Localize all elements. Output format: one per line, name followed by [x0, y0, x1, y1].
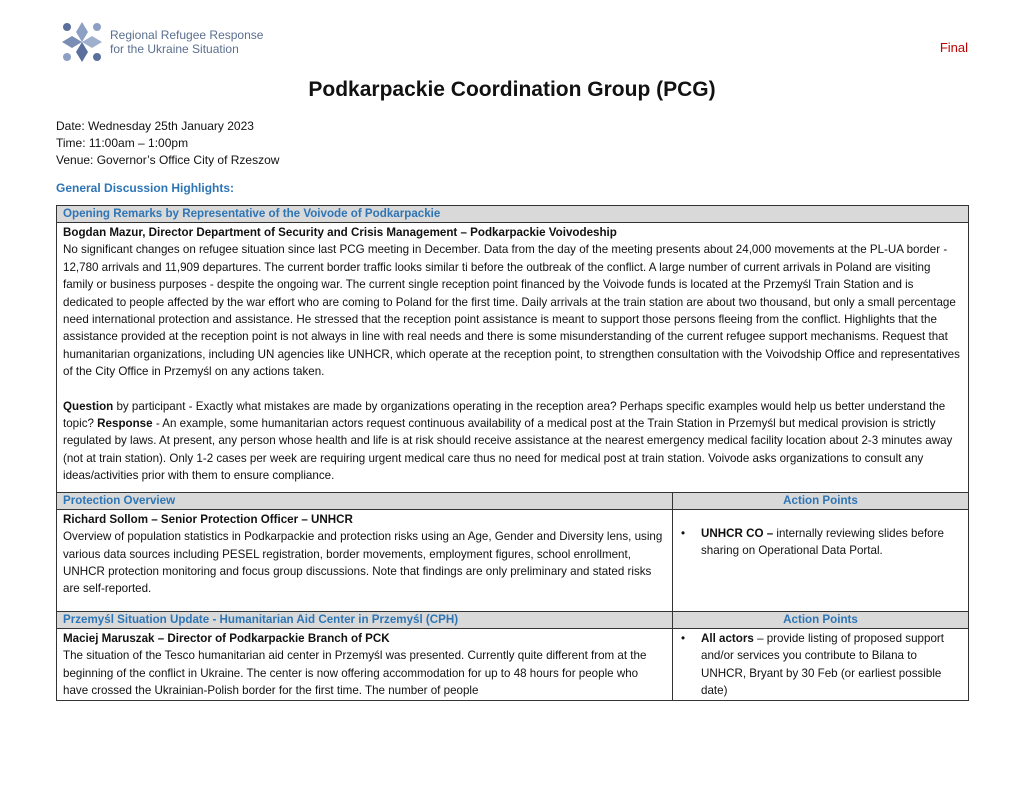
przemysl-action-cell [673, 628, 969, 701]
logo-line-1: Regional Refugee Response [110, 28, 264, 42]
question-label: Question [63, 399, 114, 413]
protection-action-list [679, 525, 962, 560]
meeting-date: Date: Wednesday 25th January 2023 [56, 119, 254, 133]
logo-line-2: for the Ukraine Situation [110, 42, 239, 56]
paragraph-gap [63, 381, 962, 398]
protection-heading-row [57, 492, 969, 509]
logo [58, 18, 318, 68]
przemysl-content [57, 628, 673, 701]
protection-content [57, 509, 673, 611]
discussion-table [56, 205, 969, 701]
protection-heading: Protection Overview [57, 492, 673, 509]
meeting-meta [56, 118, 279, 169]
przemysl-heading-row [57, 611, 969, 628]
opening-content-row [57, 223, 969, 493]
protection-body: Overview of population statistics in Podkarpackie and protection risks using an Age, Gender and Diversity lens, using various data sources including PESEL registration, border movements, employment figures, school enrollment, UNHCR protection monitoring and focus group discussions. Note that findings are only preliminary and stated risks are self-reported. [63, 530, 663, 596]
action-actor: All actors [701, 631, 754, 645]
przemysl-content-row [57, 628, 969, 701]
przemysl-action-list [679, 630, 962, 700]
protection-action-cell [673, 509, 969, 611]
highlights-heading: General Discussion Highlights: [56, 181, 235, 195]
action-actor: UNHCR CO – [701, 526, 774, 540]
response-text: - An example, some humanitarian actors request continuous availability of a medical post at the Train Station in Przemyśl but medical provision is strictly regulated by laws. At present, any person whose health and life is at risk should receive assistance at the nearest emergency medical facility location about 2-3 minutes away (not at train station). Only 1-2 cases per week are requiring urgent medical care thus no need for medical post at train station. Voivode asks organizations to consult any ideas/activities prior with them to ensure compliance. [63, 417, 953, 483]
opening-qa [63, 398, 962, 485]
przemysl-speaker: Maciej Maruszak – Director of Podkarpackie Branch of PCK [63, 631, 390, 645]
logo-text [110, 28, 263, 56]
question-text: by participant - Exactly what mistakes are made by organizations operating in the reception area? Perhaps specific examples would help us better understand the topic? [63, 399, 946, 431]
przemysl-heading: Przemyśl Situation Update - Humanitarian Aid Center in Przemyśl (CPH) [57, 611, 673, 628]
opening-heading-row [57, 206, 969, 223]
opening-heading: Opening Remarks by Representative of the Voivode of Podkarpackie [57, 206, 969, 223]
protection-action-heading: Action Points [673, 492, 969, 509]
action-item [701, 525, 962, 560]
przemysl-body: The situation of the Tesco humanitarian aid center in Przemyśl was presented. Currently quite different from at the beginning of the conflict in Ukraine. The center is now offering accommodation for up to 48 hours for people who have crossed the Ukrainian-Polish border for the first time. The number of people [63, 649, 647, 697]
action-text: – provide listing of proposed support and/or services you contribute to Bilana to UNHCR, Bryant by 30 Feb (or earliest possible date) [701, 631, 944, 697]
protection-content-row [57, 509, 969, 611]
opening-body: No significant changes on refugee situation since last PCG meeting in December. Data from the day of the meeting presents about 24,000 movements at the PL-UA border - 12,780 arrivals and 11,909 departures. The current border traffic looks similar ti before the outbreak of the conflict. A large number of current arrivals in Poland are visiting family or business purposes - despite the ongoing war. The current single reception point financed by the Voivode funds is located at the Przemyśl Train Station and is dedicated to people affected by the war effort who are coming to Poland for the first time. Daily arrivals at the train station are about two thousand, but only a small percentage need international protection and assistance. He stressed that the reception point assistance is meant to support those persons fleeing from the conflict. Highlights that the assistance provided at the reception point is not always in line with real needs and there is some misunderstanding of the current refugee support mechanisms. Request that humanitarian organizations, including UN agencies like UNHCR, which operate at the reception point, to strengthen consultation with the Voivodship Office and representatives of the City Office in Przemyśl on any actions taken. [63, 243, 960, 379]
action-item [701, 630, 962, 700]
response-label: Response [97, 417, 153, 431]
rrp-logo-icon [58, 18, 106, 66]
przemysl-action-heading: Action Points [673, 611, 969, 628]
page-title: Podkarpackie Coordination Group (PCG) [308, 78, 716, 101]
meeting-venue: Venue: Governor’s Office City of Rzeszow [56, 153, 280, 167]
document-status: Final [939, 40, 968, 55]
meeting-time: Time: 11:00am – 1:00pm [56, 136, 189, 150]
opening-content [57, 223, 969, 493]
opening-speaker: Bogdan Mazur, Director Department of Security and Crisis Management – Podkarpackie Voivodeship [63, 226, 617, 239]
action-text: internally reviewing slides before sharing on Operational Data Portal. [701, 526, 944, 558]
protection-speaker: Richard Sollom – Senior Protection Officer – UNHCR [63, 512, 353, 526]
